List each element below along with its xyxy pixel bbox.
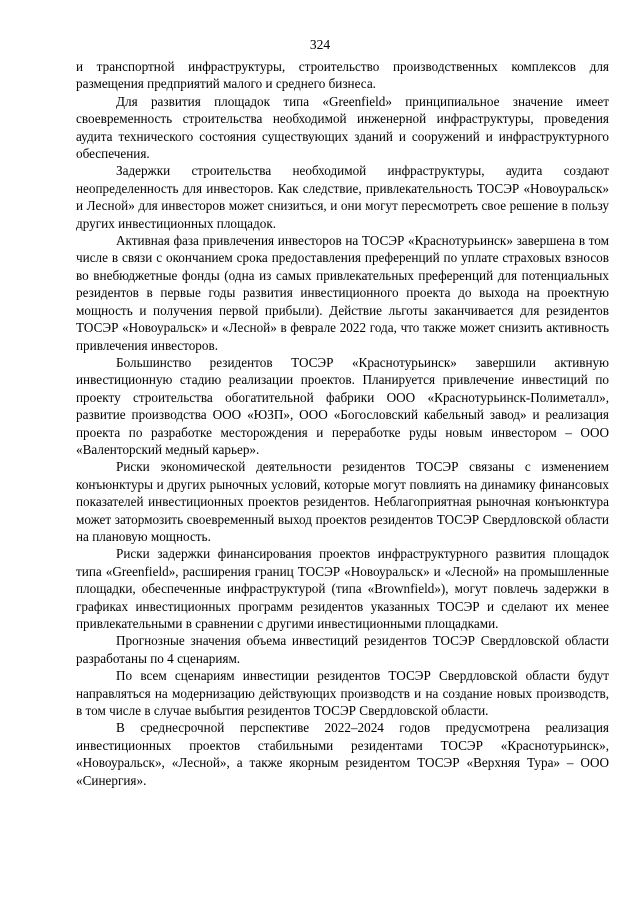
page-number: 324 <box>309 37 331 52</box>
paragraph-9: По всем сценариям инвестиции резидентов ТОСЭР Свердловской области будут направляться на модернизацию действующих производств и на создание новых производств, в том числе в случае выбытия резидентов ТОСЭР Свердловской области. <box>76 668 609 719</box>
paragraph-1: и транспортной инфраструктуры, строительство производственных комплексов для размещения предприятий малого и среднего бизнеса. <box>76 59 609 92</box>
paragraph-7: Риски задержки финансирования проектов инфраструктурного развития площадок типа «Greenfield», расширения границ ТОСЭР «Новоуральск» и «Лесной» на промышленные площадки, обеспеченные инфраструктурой (типа «Brownfield»), могут повлечь задержки в графиках инвестиционных программ резидентов указанных ТОСЭР и сделают их менее привлекательными в сравнении с другими инвестиционными площадками. <box>76 546 609 631</box>
paragraph-8: Прогнозные значения объема инвестиций резидентов ТОСЭР Свердловской области разработаны по 4 сценариям. <box>76 633 609 666</box>
paragraph-5: Большинство резидентов ТОСЭР «Краснотурьинск» завершили активную инвестиционную стадию реализации проектов. Планируется привлечение инвестиций по проекту строительства обогатительной фабрики ООО «Краснотурьинск-Полиметалл», развитие производства ООО «ЮЗП», ООО «Богословский кабельный завод» и реализация проекта по разработке месторождения и переработке руды новым инвестором – ООО «Валенторский медный карьер». <box>76 354 609 457</box>
paragraph-6: Риски экономической деятельности резидентов ТОСЭР связаны с изменением конъюнктуры и других рыночных условий, которые могут повлиять на динамику финансовых показателей инвестиционных проектов резидентов. Неблагоприятная рыночная конъюнктура может затормозить своевременный выход проектов резидентов ТОСЭР Свердловской области на плановую мощность. <box>76 459 609 544</box>
paragraph-2: Для развития площадок типа «Greenfield» принципиальное значение имеет своевременность строительства необходимой инженерной инфраструктуры, проведения аудита технического состояния существующих зданий и сооружений и инфраструктурного обеспечения. <box>76 93 609 162</box>
paragraph-4: Активная фаза привлечения инвесторов на ТОСЭР «Краснотурьинск» завершена в том числе в связи с окончанием срока предоставления преференций по уплате страховых взносов во внебюджетные фонды (одна из самых привлекательных преференций для потенциальных резидентов в первые годы развития инвестиционного проекта до выхода на проектную мощность и получения первой прибыли). Действие льготы заканчивается для резидентов ТОСЭР «Новоуральск» и «Лесной» в феврале 2022 года, что также может снизить активность привлечения инвесторов. <box>76 233 609 353</box>
paragraph-3: Задержки строительства необходимой инфраструктуры, аудита создают неопределенность для инвесторов. Как следствие, привлекательность ТОСЭР «Новоуральск» и Лесной» для инвесторов может снизиться, и они могут пересмотреть свое решение в пользу других инвестиционных площадок. <box>76 163 609 231</box>
paragraph-10: В среднесрочной перспективе 2022–2024 годов предусмотрена реализация инвестиционных проектов стабильными резидентами ТОСЭР «Краснотурьинск», «Новоуральск», «Лесной», а также якорным резидентом ТОСЭР «Верхняя Тура» – ООО «Синергия». <box>76 720 609 788</box>
document-body <box>76 58 609 789</box>
